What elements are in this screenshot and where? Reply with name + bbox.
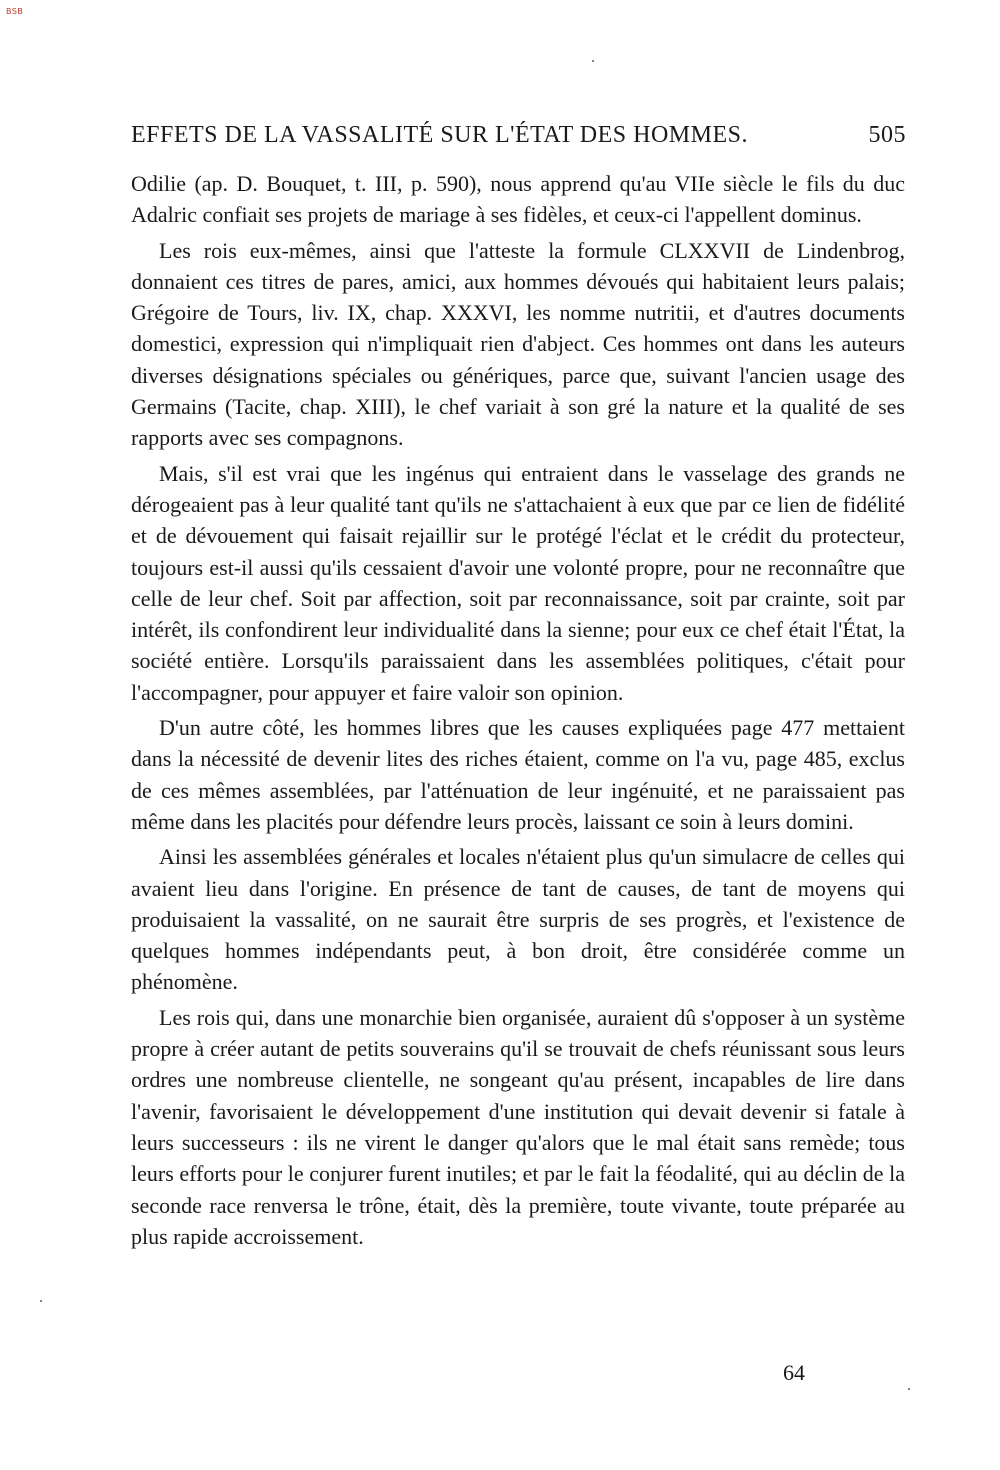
paragraph-3: Mais, s'il est vrai que les ingénus qui entraient dans le vasselage des grands ne dérogeaient pas à leur qualité tant qu'ils ne s'attachaient à eux que par ce lien de fidélité et de dévouement qui faisait rejaillir sur le protégé l'éclat et le crédit du protecteur, toujours est-il aussi qu'ils cessaient d'avoir une volonté propre, pour ne reconnaître que celle de leur chef. Soit par affection, soit par reconnaissance, soit par crainte, soit par intérêt, ils confondirent leur individualité dans la sienne; pour eux ce chef était l'État, la société entière. Lorsqu'ils paraissaient dans les assemblées politiques, c'était pour l'accompagner, pour appuyer et faire valoir son opinion. [131, 460, 905, 705]
paragraph-1: Odilie (ap. D. Bouquet, t. III, p. 590), nous apprend qu'au VIIe siècle le fils du duc Adalric confiait ses projets de mariage à ses fidèles, et ceux-ci l'appellent dominus. [131, 171, 905, 228]
paper-speck [592, 60, 594, 62]
signature-mark: 64 [783, 1360, 805, 1385]
paragraph-2: Les rois eux-mêmes, ainsi que l'atteste la formule CLXXVII de Lindenbrog, donnaient ces titres de pares, amici, aux hommes dévoués qui habitaient leurs palais; Grégoire de Tours, liv. IX, chap. XXXVI, les nomme nutritii, et d'autres documents domestici, expression qui n'impliquait rien d'abject. Ces hommes ont dans les auteurs diverses désignations spéciales ou génériques, parce que, suivant l'ancien usage des Germains (Tacite, chap. XIII), le chef variait à son gré la nature et la qualité de ses rapports avec ses compagnons. [131, 237, 905, 451]
running-head-title: EFFETS DE LA VASSALITÉ SUR L'ÉTAT DES HOMMES. [131, 122, 748, 148]
paper-speck [40, 1300, 42, 1302]
paper-speck [908, 1388, 910, 1390]
paragraph-5: Ainsi les assemblées générales et locales n'étaient plus qu'un simulacre de celles qui avaient lieu dans l'origine. En présence de tant de causes, de tant de moyens qui produisaient la vassalité, on ne saurait être surpris de ses progrès, et l'existence de quelques hommes indépendants peut, à bon droit, être considérée comme un phénomène. [131, 844, 905, 995]
running-head [131, 122, 906, 149]
library-watermark: BSB [6, 7, 24, 16]
paragraph-4: D'un autre côté, les hommes libres que les causes expliquées page 477 mettaient dans la nécessité de devenir lites des riches étaient, comme on l'a vu, page 485, exclus de ces mêmes assemblées, par l'atténuation de leur ingénuité, et ne paraissaient pas même dans les placités pour défendre leurs procès, laissant ce soin à leurs domini. [131, 715, 905, 834]
page-number: 505 [868, 122, 906, 148]
paragraph-6: Les rois qui, dans une monarchie bien organisée, auraient dû s'opposer à un système propre à créer autant de petits souverains qu'il se trouvait de chefs réunissant sous leurs ordres une nombreuse clientelle, ne songeant qu'au présent, incapables de lire dans l'avenir, favorisaient le développement d'une institution qui devait devenir si fatale à leurs successeurs : ils ne virent le danger qu'alors que le mal était sans remède; tous leurs efforts pour le conjurer furent inutiles; et par le fait la féodalité, qui au déclin de la seconde race renversa le trône, était, dès la première, toute vivante, toute préparée au plus rapide accroissement. [131, 1004, 905, 1249]
page-body [131, 168, 905, 1252]
